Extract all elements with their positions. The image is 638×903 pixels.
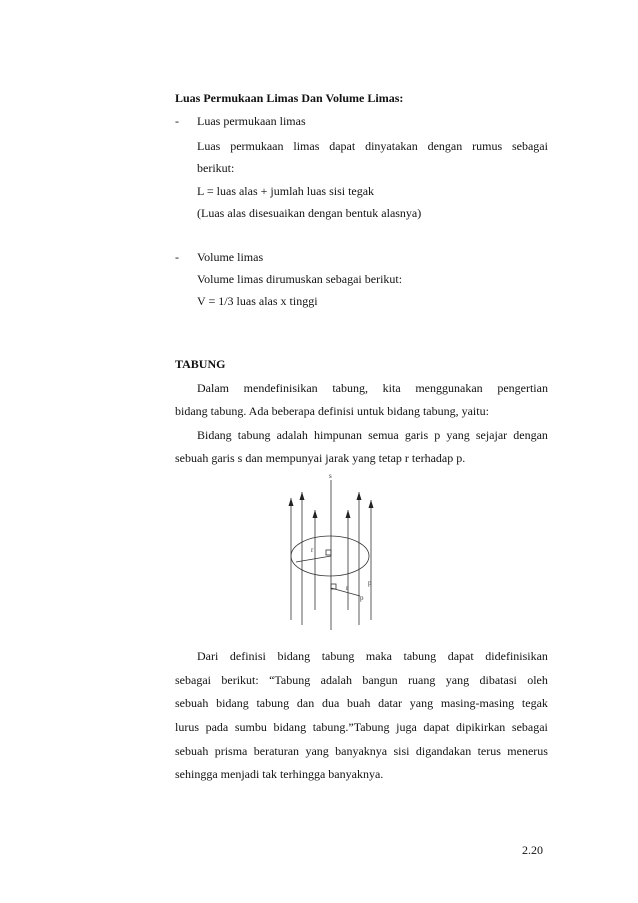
word: dinyatakan xyxy=(365,139,418,153)
word: datar xyxy=(378,696,403,710)
word: sebagai xyxy=(175,673,211,687)
justified-text xyxy=(197,648,548,664)
word: adalah xyxy=(276,428,308,442)
arrow-icon xyxy=(289,498,294,506)
right-angle-mark xyxy=(326,550,331,555)
word: sebagai xyxy=(511,139,548,153)
formula-luas: L = luas alas + jumlah luas sisi tegak xyxy=(197,184,375,198)
word: bangun xyxy=(362,673,398,687)
paragraph-line xyxy=(197,427,548,443)
word: Dalam xyxy=(197,381,229,395)
word: tabung xyxy=(321,649,355,663)
word: Dari xyxy=(197,649,219,663)
word: digandakan xyxy=(415,744,472,758)
word: masing-masing xyxy=(440,696,515,710)
word: lurus xyxy=(175,720,199,734)
word: berikut: xyxy=(221,673,259,687)
word: dibatasi xyxy=(479,673,517,687)
word: dapat xyxy=(447,649,474,663)
word: sebagai xyxy=(511,720,548,734)
word: prisma xyxy=(214,744,248,758)
word: tegak xyxy=(521,696,548,710)
word: pengertian xyxy=(497,381,548,395)
arrow-icon xyxy=(346,510,351,518)
word: yang xyxy=(446,428,470,442)
arrow-icon xyxy=(300,492,305,500)
word: dapat xyxy=(423,720,450,734)
bullet-2: - xyxy=(175,250,179,264)
word: tabung xyxy=(403,649,437,663)
word: p xyxy=(434,428,441,442)
section-heading-limas: Luas Permukaan Limas Dan Volume Limas: xyxy=(175,91,404,105)
word: kita xyxy=(382,381,401,395)
label-r: r xyxy=(311,546,314,554)
item-title-luas: Luas permukaan limas xyxy=(197,114,306,128)
paragraph-line xyxy=(197,380,548,396)
word: sisi xyxy=(393,744,410,758)
label-s: s xyxy=(329,472,332,480)
word: Luas xyxy=(197,139,221,153)
word: menggunakan xyxy=(415,381,483,395)
word: tabung, xyxy=(332,381,368,395)
word: tabung.”Tabung xyxy=(312,720,390,734)
word: pada xyxy=(205,720,229,734)
justified-text xyxy=(175,672,548,688)
item-title-volume: Volume limas xyxy=(197,250,264,264)
word: dapat xyxy=(329,139,356,153)
word: banyaknya xyxy=(335,744,388,758)
item-line xyxy=(197,138,548,154)
word: oleh xyxy=(527,673,548,687)
arrow-icon xyxy=(313,510,318,518)
item-line: berikut: xyxy=(197,161,235,175)
paragraph-line xyxy=(175,672,548,688)
word: dan xyxy=(296,696,315,710)
word: garis xyxy=(404,428,429,442)
word: sebuah xyxy=(175,744,209,758)
justified-text xyxy=(175,695,548,711)
item-line: Volume limas dirumuskan sebagai berikut: xyxy=(197,272,403,286)
word: yang xyxy=(445,673,470,687)
word: definisi xyxy=(229,649,266,663)
justified-text xyxy=(197,427,548,443)
word: bidang xyxy=(273,720,307,734)
word: dengan xyxy=(513,428,548,442)
paragraph-line: bidang tabung. Ada beberapa definisi untuk bidang tabung, yaitu: xyxy=(175,404,489,418)
word: bidang xyxy=(216,696,249,710)
word: beraturan xyxy=(253,744,300,758)
word: himpunan xyxy=(313,428,362,442)
arrow-icon xyxy=(357,492,362,500)
word: yang xyxy=(409,696,434,710)
word: semua xyxy=(368,428,399,442)
word: limas xyxy=(293,139,320,153)
word: adalah xyxy=(320,673,352,687)
page-number: 2.20 xyxy=(522,843,543,857)
section-heading-tabung: TABUNG xyxy=(175,357,226,371)
word: sejajar xyxy=(475,428,508,442)
word: tabung xyxy=(237,428,271,442)
bullet-1: - xyxy=(175,114,179,128)
paragraph-line: sehingga menjadi tak terhingga banyaknya. xyxy=(175,767,384,781)
paragraph-line xyxy=(175,695,548,711)
label-r: r xyxy=(346,584,349,592)
word: dua xyxy=(321,696,340,710)
word: sumbu xyxy=(234,720,267,734)
word: ruang xyxy=(408,673,436,687)
word: terus xyxy=(477,744,501,758)
label-p: p xyxy=(360,594,364,602)
word: mendefinisikan xyxy=(243,381,318,395)
item-line: (Luas alas disesuaikan dengan bentuk alasnya) xyxy=(197,206,422,220)
paragraph-line xyxy=(175,719,548,735)
radius-line xyxy=(296,556,331,562)
word: permukaan xyxy=(230,139,284,153)
word: maka xyxy=(365,649,392,663)
label-p: p xyxy=(368,579,372,587)
formula-volume: V = 1/3 luas alas x tinggi xyxy=(197,294,318,308)
word: yang xyxy=(305,744,329,758)
word: rumus xyxy=(472,139,503,153)
word: juga xyxy=(396,720,417,734)
justified-text xyxy=(175,719,548,735)
arrow-icon xyxy=(369,500,374,508)
word: buah xyxy=(347,696,371,710)
word: Bidang xyxy=(197,428,232,442)
justified-text xyxy=(175,743,548,759)
paragraph-line: sebuah garis s dan mempunyai jarak yang tetap r terhadap p. xyxy=(175,451,466,465)
paragraph-line xyxy=(197,648,548,664)
cylinder-figure xyxy=(288,470,388,635)
word: sebuah xyxy=(175,696,209,710)
paragraph-line xyxy=(175,743,548,759)
word: tabung xyxy=(256,696,290,710)
justified-text xyxy=(197,138,548,154)
justified-text xyxy=(197,380,548,396)
word: dengan xyxy=(427,139,463,153)
word: didefinisikan xyxy=(485,649,548,663)
word: “Tabung xyxy=(269,673,311,687)
word: bidang xyxy=(277,649,311,663)
word: dipikirkan xyxy=(455,720,506,734)
word: menerus xyxy=(507,744,548,758)
